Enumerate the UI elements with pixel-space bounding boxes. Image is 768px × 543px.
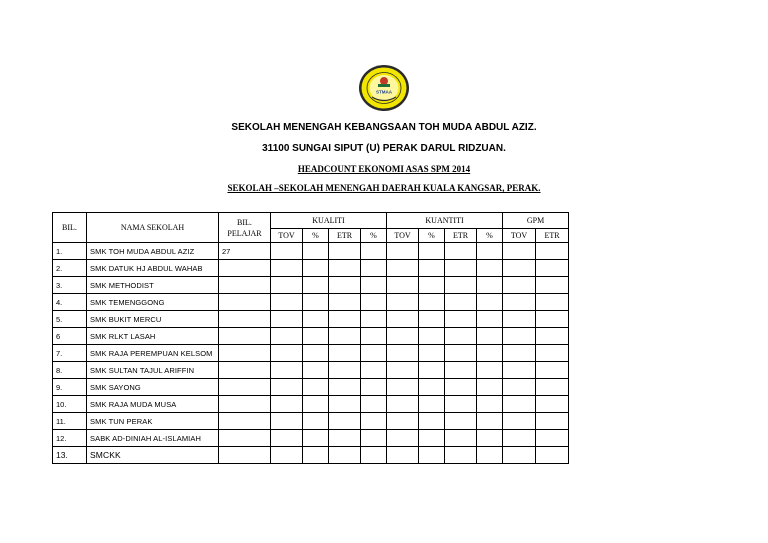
empty-cell [303,277,329,294]
empty-cell [329,396,361,413]
header-gpm: GPM [503,213,569,229]
row-nama-sekolah: SMK TOH MUDA ABDUL AZIZ [87,243,219,260]
empty-cell [387,396,419,413]
empty-cell [271,328,303,345]
table-row [53,345,569,362]
row-bil-pelajar [219,345,271,362]
empty-cell [361,396,387,413]
empty-cell [419,328,445,345]
empty-cell [303,362,329,379]
empty-cell [477,328,503,345]
empty-cell [303,379,329,396]
school-name-title: SEKOLAH MENENGAH KEBANGSAAN TOH MUDA ABDUL AZIZ. [231,122,537,133]
empty-cell [271,277,303,294]
empty-cell [303,413,329,430]
empty-cell [503,379,536,396]
row-nama-sekolah: SMK TUN PERAK [87,413,219,430]
empty-cell [387,260,419,277]
empty-cell [387,447,419,464]
empty-cell [361,413,387,430]
empty-cell [303,345,329,362]
row-nama-sekolah: SMK METHODIST [87,277,219,294]
empty-cell [303,260,329,277]
empty-cell [271,243,303,260]
row-nama-sekolah: SMCKK [87,447,219,464]
empty-cell [419,447,445,464]
row-bil: 5. [53,311,87,328]
empty-cell [445,311,477,328]
row-bil: 4. [53,294,87,311]
empty-cell [503,260,536,277]
row-bil-pelajar [219,396,271,413]
empty-cell [271,396,303,413]
empty-cell [419,243,445,260]
empty-cell [329,294,361,311]
empty-cell [419,311,445,328]
empty-cell [329,277,361,294]
table-row [53,294,569,311]
row-bil: 13. [53,447,87,464]
empty-cell [329,345,361,362]
header-kualiti: KUALITI [271,213,387,229]
header-nama-sekolah: NAMA SEKOLAH [87,213,219,243]
empty-cell [445,243,477,260]
empty-cell [271,345,303,362]
row-bil-pelajar: 27 [219,243,271,260]
empty-cell [387,362,419,379]
empty-cell [419,345,445,362]
empty-cell [536,345,569,362]
row-nama-sekolah: SMK RAJA MUDA MUSA [87,396,219,413]
empty-cell [536,311,569,328]
row-bil-pelajar [219,447,271,464]
empty-cell [477,379,503,396]
empty-cell [536,396,569,413]
row-bil: 10. [53,396,87,413]
empty-cell [303,311,329,328]
empty-cell [477,345,503,362]
header-kuantiti-pct1: % [419,229,445,243]
row-bil-pelajar [219,294,271,311]
empty-cell [477,294,503,311]
empty-cell [387,243,419,260]
empty-cell [536,243,569,260]
empty-cell [271,294,303,311]
empty-cell [445,447,477,464]
empty-cell [503,277,536,294]
empty-cell [503,345,536,362]
empty-cell [477,260,503,277]
empty-cell [477,277,503,294]
empty-cell [503,243,536,260]
empty-cell [445,345,477,362]
empty-cell [329,413,361,430]
empty-cell [536,328,569,345]
empty-cell [477,243,503,260]
empty-cell [271,311,303,328]
empty-cell [361,345,387,362]
row-bil: 7. [53,345,87,362]
empty-cell [536,447,569,464]
empty-cell [271,260,303,277]
empty-cell [503,328,536,345]
empty-cell [477,311,503,328]
empty-cell [361,277,387,294]
row-bil: 8. [53,362,87,379]
row-bil: 12. [53,430,87,447]
empty-cell [419,430,445,447]
header-gpm-etr: ETR [536,229,569,243]
empty-cell [536,294,569,311]
empty-cell [445,294,477,311]
document-subtitle: SEKOLAH –SEKOLAH MENENGAH DAERAH KUALA KANGSAR, PERAK. [227,183,541,193]
empty-cell [503,413,536,430]
header-gpm-tov: TOV [503,229,536,243]
empty-cell [361,311,387,328]
empty-cell [419,294,445,311]
empty-cell [445,277,477,294]
empty-cell [387,379,419,396]
empty-cell [536,379,569,396]
header-kualiti-tov: TOV [271,229,303,243]
empty-cell [445,362,477,379]
empty-cell [361,430,387,447]
empty-cell [419,362,445,379]
row-bil-pelajar [219,362,271,379]
empty-cell [536,362,569,379]
row-nama-sekolah: SMK TEMENGGONG [87,294,219,311]
empty-cell [329,328,361,345]
row-nama-sekolah: SMK DATUK HJ ABDUL WAHAB [87,260,219,277]
row-bil: 6 [53,328,87,345]
empty-cell [303,243,329,260]
empty-cell [387,311,419,328]
empty-cell [387,345,419,362]
table-row [53,328,569,345]
header-bil: BIL. [53,213,87,243]
empty-cell [503,311,536,328]
empty-cell [361,294,387,311]
empty-cell [387,294,419,311]
table-row [53,396,569,413]
row-nama-sekolah: SABK AD-DINIAH AL-ISLAMIAH [87,430,219,447]
empty-cell [445,328,477,345]
empty-cell [477,396,503,413]
empty-cell [477,362,503,379]
empty-cell [361,362,387,379]
empty-cell [477,413,503,430]
empty-cell [387,413,419,430]
header-kualiti-pct1: % [303,229,329,243]
empty-cell [303,430,329,447]
row-nama-sekolah: SMK RLKT LASAH [87,328,219,345]
empty-cell [387,277,419,294]
empty-cell [477,430,503,447]
row-bil: 2. [53,260,87,277]
empty-cell [503,362,536,379]
empty-cell [419,260,445,277]
empty-cell [303,328,329,345]
row-bil-pelajar [219,260,271,277]
row-bil-pelajar [219,379,271,396]
empty-cell [419,277,445,294]
empty-cell [536,430,569,447]
empty-cell [503,294,536,311]
header-bil-pelajar: BIL. PELAJAR [219,213,271,243]
header-kuantiti-pct2: % [477,229,503,243]
header-kuantiti-tov: TOV [387,229,419,243]
empty-cell [329,447,361,464]
empty-cell [361,328,387,345]
table-row [53,430,569,447]
table-row [53,260,569,277]
empty-cell [329,311,361,328]
empty-cell [445,413,477,430]
row-bil-pelajar [219,413,271,430]
row-bil-pelajar [219,277,271,294]
table-row [53,413,569,430]
empty-cell [271,447,303,464]
table-row [53,362,569,379]
row-nama-sekolah: SMK SAYONG [87,379,219,396]
empty-cell [361,243,387,260]
header-kuantiti-etr: ETR [445,229,477,243]
row-bil-pelajar [219,311,271,328]
row-bil-pelajar [219,430,271,447]
table-row [53,311,569,328]
empty-cell [271,379,303,396]
table-row [53,277,569,294]
headcount-table [52,212,569,464]
row-bil: 3. [53,277,87,294]
empty-cell [445,396,477,413]
empty-cell [329,430,361,447]
empty-cell [329,260,361,277]
empty-cell [361,379,387,396]
empty-cell [271,430,303,447]
empty-cell [536,260,569,277]
document-title: HEADCOUNT EKONOMI ASAS SPM 2014 [297,164,471,174]
row-nama-sekolah: SMK SULTAN TAJUL ARIFFIN [87,362,219,379]
row-bil-pelajar [219,328,271,345]
empty-cell [271,413,303,430]
empty-cell [303,396,329,413]
empty-cell [329,362,361,379]
empty-cell [303,447,329,464]
school-address: 31100 SUNGAI SIPUT (U) PERAK DARUL RIDZUAN. [262,143,506,154]
empty-cell [445,430,477,447]
table-row [53,379,569,396]
empty-cell [329,243,361,260]
header-kualiti-pct2: % [361,229,387,243]
empty-cell [445,260,477,277]
table-row [53,243,569,260]
row-bil: 9. [53,379,87,396]
empty-cell [419,379,445,396]
empty-cell [477,447,503,464]
school-crest-logo [358,64,410,112]
empty-cell [303,294,329,311]
empty-cell [361,447,387,464]
empty-cell [387,328,419,345]
empty-cell [419,396,445,413]
table-row [53,447,569,464]
header-kualiti-etr: ETR [329,229,361,243]
empty-cell [536,413,569,430]
header-kuantiti: KUANTITI [387,213,503,229]
empty-cell [445,379,477,396]
empty-cell [503,430,536,447]
empty-cell [503,396,536,413]
row-nama-sekolah: SMK BUKIT MERCU [87,311,219,328]
empty-cell [536,277,569,294]
empty-cell [419,413,445,430]
row-bil: 11. [53,413,87,430]
empty-cell [503,447,536,464]
empty-cell [271,362,303,379]
empty-cell [361,260,387,277]
row-nama-sekolah: SMK RAJA PEREMPUAN KELSOM [87,345,219,362]
empty-cell [387,430,419,447]
logo-text: STMAA [376,89,392,95]
row-bil: 1. [53,243,87,260]
empty-cell [329,379,361,396]
